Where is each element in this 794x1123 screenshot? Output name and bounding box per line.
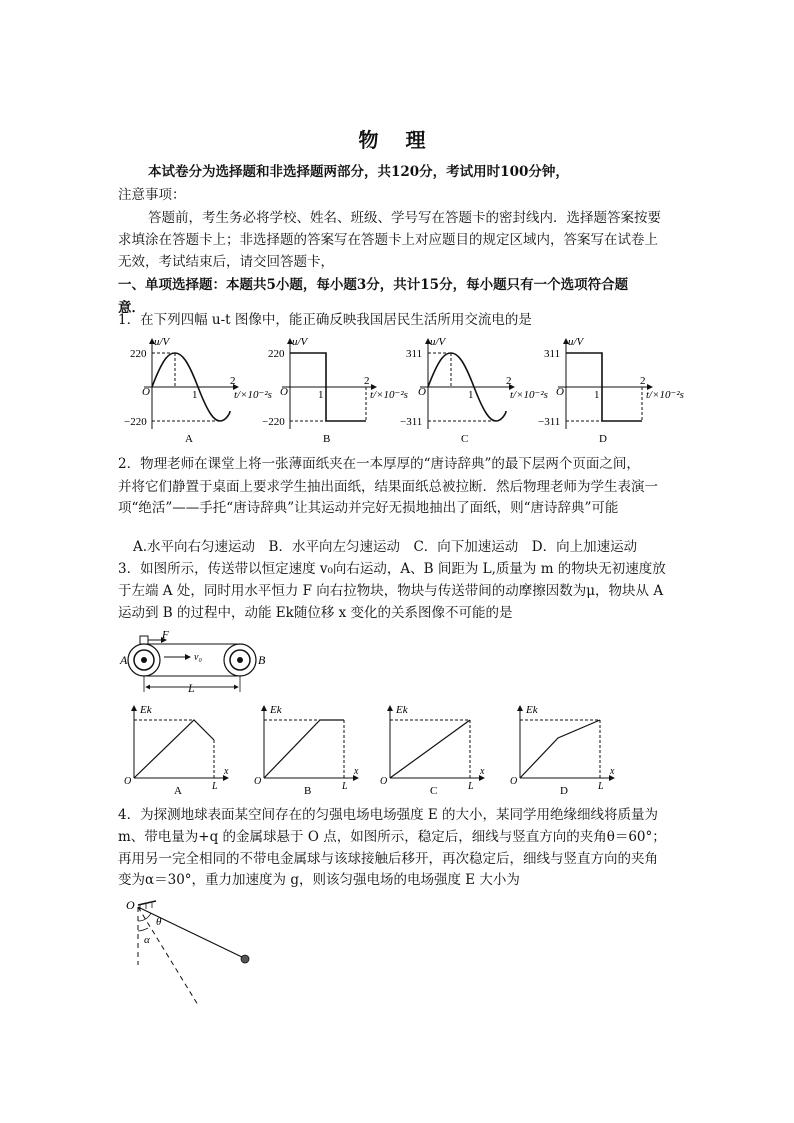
q3-belt-figure: [118, 630, 278, 700]
point-a-label: A: [120, 653, 128, 667]
graph-label: B: [304, 785, 312, 797]
l-label: L: [342, 781, 348, 792]
q1-graph-d: [538, 336, 684, 445]
q3-line-3: 运动到 B 的过程中，动能 Ek随位移 x 变化的关系图像不可能的是: [118, 605, 513, 621]
top-value: 220: [268, 348, 285, 360]
q1-figures: [124, 335, 684, 447]
notice-line-2: 求填涂在答题卡上；非选择题的答案写在答题卡上对应题目的规定区域内，答案写在试卷上: [118, 232, 658, 248]
l-label: L: [598, 781, 604, 792]
ek-label: Ek: [526, 704, 538, 716]
q2-options: A.水平向右匀速运动 B．水平向左匀速运动 C．向下加速运动 D．向上加速运动: [133, 539, 638, 555]
ylabel: u/V: [292, 336, 308, 348]
q4-line-3: 再用另一完全相同的不带电金属球与该球接触后移开，再次稳定后，细线与竖直方向的夹角: [118, 851, 658, 867]
xlabel: t/×10⁻²s: [370, 389, 408, 401]
tick-2: 2: [506, 375, 512, 387]
force-label: F: [162, 629, 169, 641]
q2-line-1: 2．物理老师在课堂上将一张薄面纸夹在一本厚厚的“唐诗辞典”的最下层两个页面之间，: [118, 456, 640, 472]
ek-label: Ek: [270, 704, 282, 716]
graph-label: C: [461, 433, 469, 445]
top-value: 311: [406, 348, 423, 360]
graph-label: A: [174, 785, 182, 797]
origin-label: O: [142, 386, 150, 398]
origin-label: O: [280, 386, 288, 398]
q1-graph-b: [262, 336, 408, 445]
length-label: L: [188, 681, 195, 695]
notice-heading: 注意事项：: [118, 187, 186, 203]
q3-line-1: 3．如图所示，传送带以恒定速度 v₀向右运动，A、B 间距为 L,质量为 m 的物块无初速度放: [118, 561, 666, 577]
theta-label: θ: [156, 916, 162, 928]
q2-line-2: 并将它们静置于桌面上要求学生抽出面纸，结果面纸总被拉断．然后物理老师为学生表演一: [118, 479, 658, 495]
graph-label: C: [430, 785, 438, 797]
q3-graph-d: [510, 704, 615, 797]
tick-1: 1: [468, 389, 474, 401]
q3-graph-a: [124, 704, 229, 797]
tick-1: 1: [318, 389, 324, 401]
q2-line-3: 项“绝活”——手托“唐诗辞典”让其运动并完好无损地抽出了面纸，则“唐诗辞典”可能: [118, 500, 619, 516]
notice-line-3: 无效，考试结束后，请交回答题卡，: [118, 254, 334, 270]
velocity-label: v₀: [194, 652, 202, 663]
metal-ball: [241, 955, 249, 963]
bottom-value: −220: [262, 416, 285, 428]
origin-label: O: [124, 776, 132, 787]
q4-line-4: 变为α＝30°，重力加速度为 g，则该匀强电场的电场强度 E 大小为: [118, 872, 520, 888]
origin-label: O: [556, 386, 564, 398]
q3-graph-c: [380, 704, 485, 797]
bottom-value: −311: [400, 416, 423, 428]
q3-graph-b: [254, 704, 359, 797]
section-heading-1: 一、单项选择题：本题共5小题，每小题3分，共计15分，每小题只有一个选项符合题: [118, 277, 629, 293]
section-heading-2: 意．: [118, 300, 145, 316]
origin-label: O: [380, 776, 388, 787]
q3-graph-options: [118, 702, 618, 796]
tick-2: 2: [230, 375, 236, 387]
xlabel: t/×10⁻²s: [234, 389, 272, 401]
alpha-label: α: [144, 934, 150, 946]
x-label: x: [224, 766, 229, 777]
x-label: x: [610, 766, 615, 777]
q1-graph-c: [400, 336, 548, 445]
bottom-value: −220: [124, 416, 147, 428]
q4-line-1: 4．为探测地球表面某空间存在的匀强电场电场强度 E 的大小，某同学用绝缘细线将质量为: [118, 807, 659, 823]
graph-label: B: [323, 433, 331, 445]
ylabel: u/V: [430, 336, 446, 348]
graph-label: D: [599, 433, 607, 445]
q4-pendulum-figure: [118, 895, 268, 1010]
x-label: x: [354, 766, 359, 777]
origin-label: O: [254, 776, 262, 787]
top-value: 311: [544, 348, 561, 360]
q4-line-2: m、带电量为+q 的金属球悬于 O 点，如图所示，稳定后，细线与竖直方向的夹角θ＝60°；: [118, 829, 666, 845]
bottom-value: −311: [538, 416, 561, 428]
o-label: O: [126, 898, 135, 912]
ek-label: Ek: [396, 704, 408, 716]
origin-label: O: [510, 776, 518, 787]
xlabel: t/×10⁻²s: [510, 389, 548, 401]
origin-label: O: [418, 386, 426, 398]
intro-line: 本试卷分为选择题和非选择题两部分，共120分，考试用时100分钟，: [148, 164, 569, 180]
top-value: 220: [130, 348, 147, 360]
graph-label: A: [185, 433, 193, 445]
q1-graph-a: [124, 336, 272, 445]
tick-2: 2: [364, 375, 370, 387]
l-label: L: [468, 781, 474, 792]
block: [140, 636, 148, 644]
tick-2: 2: [640, 375, 646, 387]
graph-label: D: [560, 785, 568, 797]
xlabel: t/×10⁻²s: [646, 389, 684, 401]
x-label: x: [480, 766, 485, 777]
notice-line-1: 答题前，考生务必将学校、姓名、班级、学号写在答题卡的密封线内．选择题答案按要: [148, 210, 661, 226]
tick-1: 1: [192, 389, 198, 401]
tick-1: 1: [594, 389, 600, 401]
q3-line-2: 于左端 A 处，同时用水平恒力 F 向右拉物块，物块与传送带间的动摩擦因数为μ，物块从 A: [118, 583, 664, 599]
point-b-label: B: [258, 653, 266, 667]
ylabel: u/V: [154, 336, 170, 348]
q1-stem: 1．在下列四幅 u-t 图像中，能正确反映我国居民生活所用交流电的是: [118, 312, 532, 328]
page-title: 物 理: [358, 128, 436, 152]
ylabel: u/V: [568, 336, 584, 348]
ek-label: Ek: [140, 704, 152, 716]
l-label: L: [212, 781, 218, 792]
